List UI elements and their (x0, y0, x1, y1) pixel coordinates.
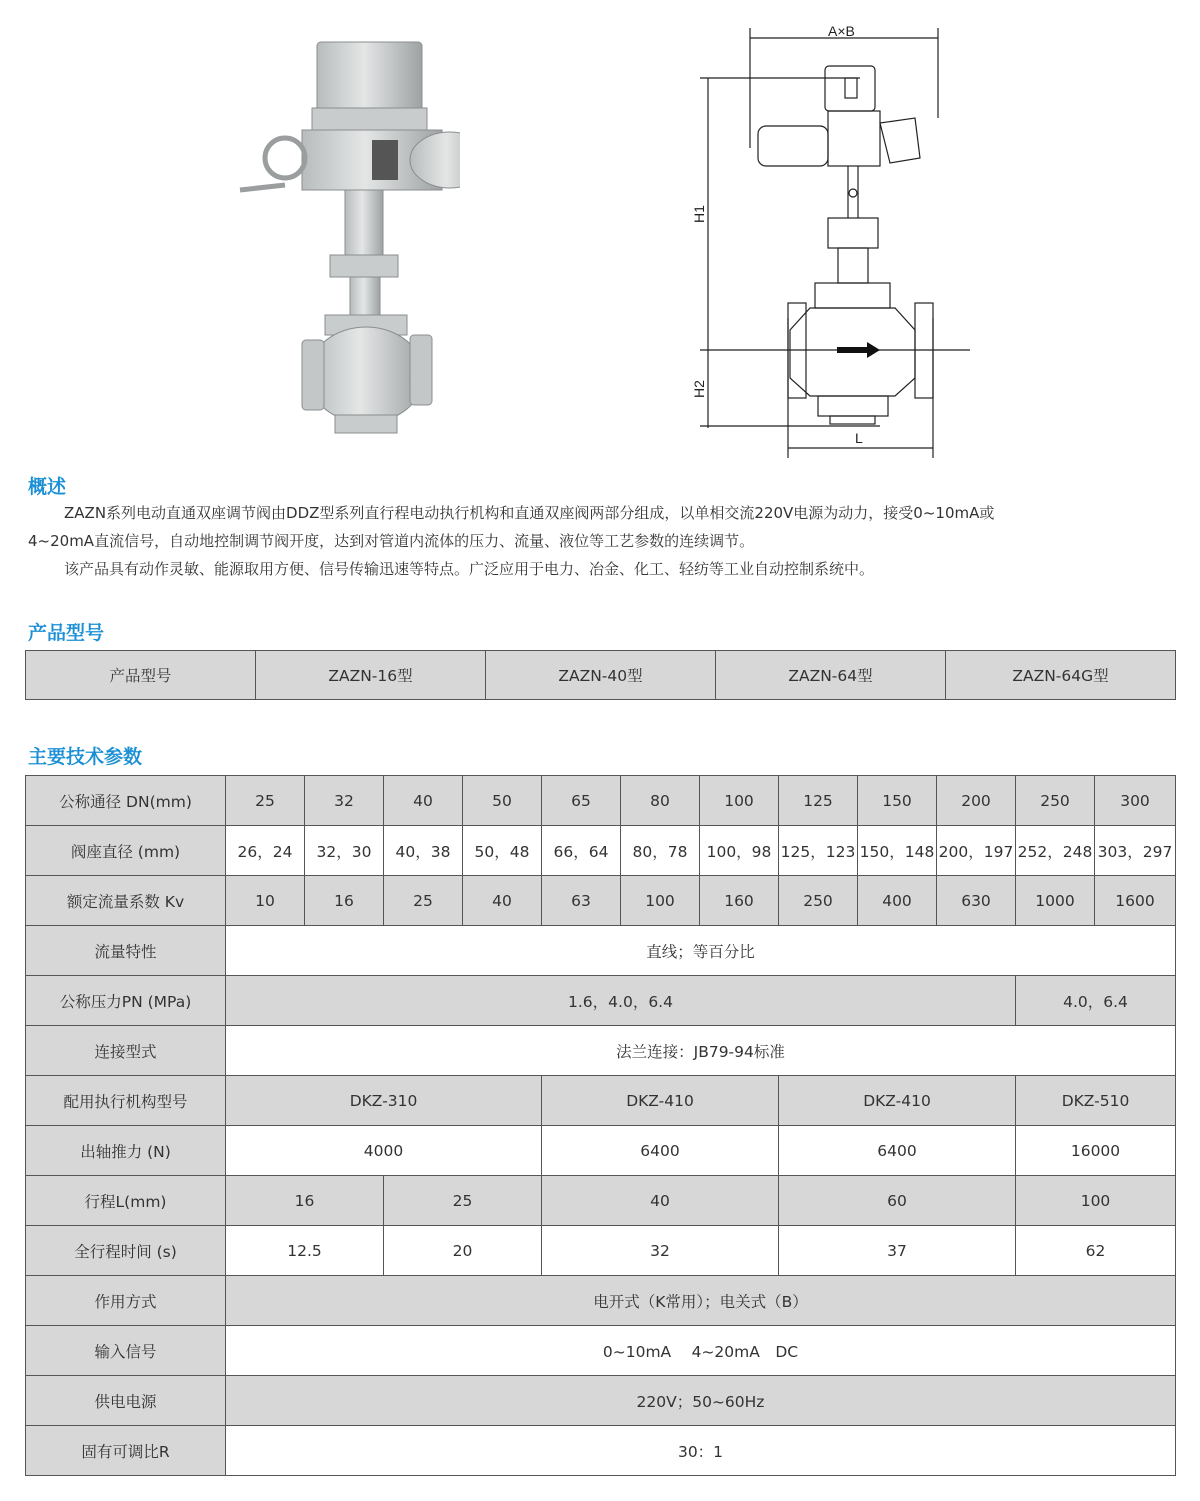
table-cell: 40 (542, 1176, 779, 1226)
table-cell: 1000 (1016, 876, 1095, 926)
row-label: 公称通径 DN(mm) (26, 776, 226, 826)
dim-ab-label: A×B (828, 23, 855, 39)
table-cell: 630 (937, 876, 1016, 926)
table-cell: 26，24 (226, 826, 305, 876)
row-label: 全行程时间 (s) (26, 1226, 226, 1276)
table-cell: 65 (542, 776, 621, 826)
table-cell: 32，30 (305, 826, 384, 876)
row-label: 额定流量系数 Kv (26, 876, 226, 926)
models-table (25, 650, 1176, 700)
specs-table (25, 775, 1176, 1476)
row-label: 固有可调比R (26, 1426, 226, 1476)
table-cell: 200 (937, 776, 1016, 826)
dim-h1-label: H1 (691, 205, 707, 223)
model-cell: ZAZN-64型 (716, 651, 946, 700)
models-header-cell: 产品型号 (26, 651, 256, 700)
table-cell: 63 (542, 876, 621, 926)
overview-title: 概述 (28, 476, 67, 498)
table-cell: 150，148 (858, 826, 937, 876)
table-cell: DKZ-510 (1016, 1076, 1176, 1126)
spec-row-ratio (26, 1426, 1176, 1476)
row-label: 输入信号 (26, 1326, 226, 1376)
row-label: 配用执行机构型号 (26, 1076, 226, 1126)
table-cell: 直线；等百分比 (226, 926, 1176, 976)
model-cell: ZAZN-16型 (256, 651, 486, 700)
spec-row-thrust (26, 1126, 1176, 1176)
table-cell: 4000 (226, 1126, 542, 1176)
table-cell: 30：1 (226, 1426, 1176, 1476)
table-cell: 25 (384, 876, 463, 926)
table-cell: DKZ-410 (779, 1076, 1016, 1126)
overview-text (28, 499, 1178, 583)
spec-row-dn (26, 776, 1176, 826)
table-cell: 20 (384, 1226, 542, 1276)
spec-row-pn (26, 976, 1176, 1026)
table-cell: 16000 (1016, 1126, 1176, 1176)
models-title: 产品型号 (28, 622, 105, 644)
table-cell: 160 (700, 876, 779, 926)
table-cell: 250 (1016, 776, 1095, 826)
spec-row-stroke (26, 1176, 1176, 1226)
table-cell: 80，78 (621, 826, 700, 876)
valve-dimension-drawing (680, 18, 980, 458)
table-cell: 100 (621, 876, 700, 926)
table-cell: 60 (779, 1176, 1016, 1226)
table-cell: 40，38 (384, 826, 463, 876)
table-cell: DKZ-310 (226, 1076, 542, 1126)
table-cell: 50，48 (463, 826, 542, 876)
table-cell: 125 (779, 776, 858, 826)
table-cell: 25 (384, 1176, 542, 1226)
overview-para2: 该产品具有动作灵敏、能源取用方便、信号传输迅速等特点。广泛应用于电力、冶金、化工、轻纺等工业自动控制系统中。 (64, 560, 875, 578)
spec-row-actuator (26, 1076, 1176, 1126)
table-cell: 32 (305, 776, 384, 826)
table-cell: 6400 (779, 1126, 1016, 1176)
table-cell: 125，123 (779, 826, 858, 876)
row-label: 供电电源 (26, 1376, 226, 1426)
table-cell: 40 (384, 776, 463, 826)
spec-row-mode (26, 1276, 1176, 1326)
valve-product-photo (230, 30, 460, 440)
table-cell: 0~10mA 4~20mA DC (226, 1326, 1176, 1376)
spec-row-input (26, 1326, 1176, 1376)
table-cell: DKZ-410 (542, 1076, 779, 1126)
row-label: 出轴推力 (N) (26, 1126, 226, 1176)
table-cell: 32 (542, 1226, 779, 1276)
model-cell: ZAZN-40型 (486, 651, 716, 700)
overview-para1: ZAZN系列电动直通双座调节阀由DDZ型系列直行程电动执行机构和直通双座阀两部分组成，以单相交流220V电源为动力，接受0~10mA或 (64, 504, 995, 522)
model-cell: ZAZN-64G型 (946, 651, 1176, 700)
table-cell: 50 (463, 776, 542, 826)
spec-row-flow (26, 926, 1176, 976)
overview-para1-cont: 4~20mA直流信号，自动地控制调节阀开度，达到对管道内流体的压力、流量、液位等工艺参数的连续调节。 (28, 532, 755, 550)
table-cell: 400 (858, 876, 937, 926)
table-cell: 200，197 (937, 826, 1016, 876)
dim-l-label: L (855, 430, 863, 446)
spec-row-seat (26, 826, 1176, 876)
table-cell: 12.5 (226, 1226, 384, 1276)
spec-row-kv (26, 876, 1176, 926)
dim-h2-label: H2 (691, 380, 707, 398)
row-label: 流量特性 (26, 926, 226, 976)
table-cell: 100，98 (700, 826, 779, 876)
table-cell: 80 (621, 776, 700, 826)
table-cell: 法兰连接：JB79-94标准 (226, 1026, 1176, 1076)
row-label: 连接型式 (26, 1026, 226, 1076)
table-cell: 220V；50~60Hz (226, 1376, 1176, 1426)
table-cell: 1600 (1095, 876, 1176, 926)
row-label: 阀座直径 (mm) (26, 826, 226, 876)
table-cell: 6400 (542, 1126, 779, 1176)
row-label: 公称压力PN (MPa) (26, 976, 226, 1026)
table-cell: 100 (1016, 1176, 1176, 1226)
table-cell: 16 (226, 1176, 384, 1226)
table-cell: 40 (463, 876, 542, 926)
spec-row-time (26, 1226, 1176, 1276)
spec-row-power (26, 1376, 1176, 1426)
table-cell: 电开式（K常用）；电关式（B） (226, 1276, 1176, 1326)
table-cell: 37 (779, 1226, 1016, 1276)
table-cell: 150 (858, 776, 937, 826)
row-label: 行程L(mm) (26, 1176, 226, 1226)
table-cell: 303，297 (1095, 826, 1176, 876)
specs-title: 主要技术参数 (28, 746, 143, 768)
table-cell: 1.6，4.0，6.4 (226, 976, 1016, 1026)
table-cell: 252，248 (1016, 826, 1095, 876)
table-cell: 4.0，6.4 (1016, 976, 1176, 1026)
table-cell: 100 (700, 776, 779, 826)
spec-row-conn (26, 1026, 1176, 1076)
table-cell: 10 (226, 876, 305, 926)
row-label: 作用方式 (26, 1276, 226, 1326)
table-cell: 300 (1095, 776, 1176, 826)
table-cell: 62 (1016, 1226, 1176, 1276)
table-cell: 25 (226, 776, 305, 826)
table-cell: 250 (779, 876, 858, 926)
table-cell: 66，64 (542, 826, 621, 876)
table-cell: 16 (305, 876, 384, 926)
